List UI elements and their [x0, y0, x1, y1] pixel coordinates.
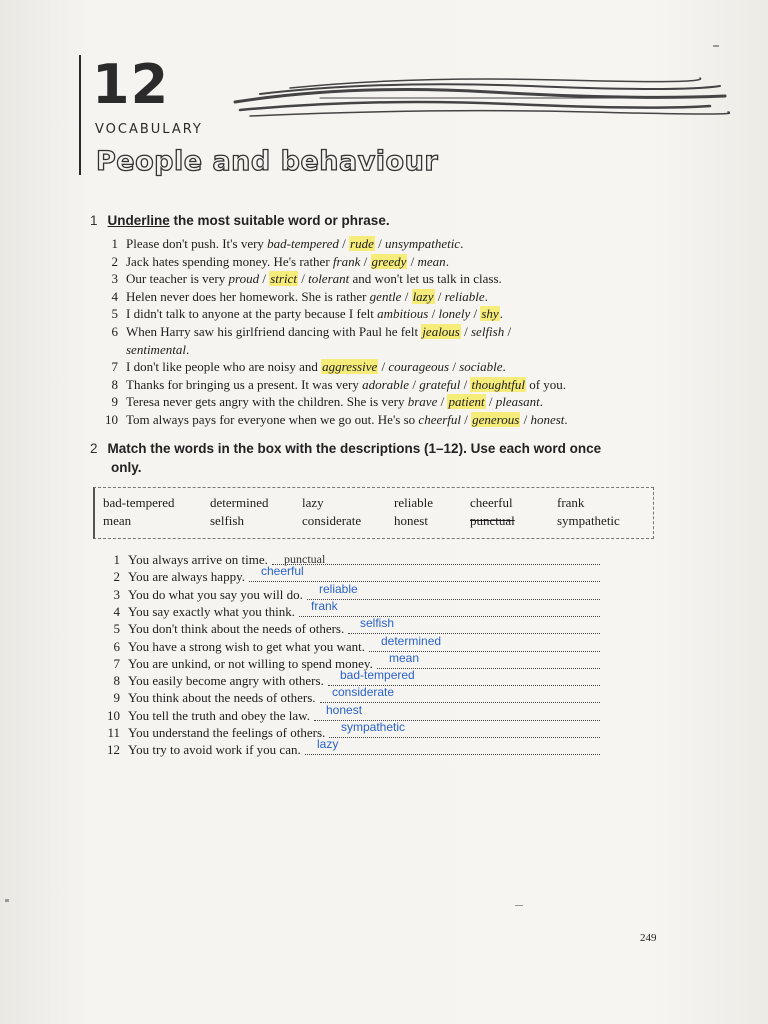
description-text: You have a strong wish to get what you want.	[128, 638, 365, 654]
item-number: 4	[111, 288, 118, 304]
description-text: You understand the feelings of others.	[128, 725, 326, 740]
item-sentence	[126, 289, 488, 305]
item-sentence	[126, 412, 568, 428]
description-text: You say exactly what you think.	[128, 603, 295, 619]
sentence-text: of you.	[525, 376, 567, 392]
sentence-text: .	[484, 288, 488, 304]
box-word: considerate	[302, 513, 362, 528]
box-word: honest	[394, 513, 428, 528]
box-word: cheerful	[470, 495, 513, 510]
item-sentence	[126, 306, 503, 322]
item-sentence	[126, 342, 189, 358]
option-separator: /	[461, 412, 472, 427]
option: frank	[332, 253, 361, 269]
description-text: You always arrive on time.	[128, 552, 268, 567]
option: brave	[407, 394, 438, 410]
item-number: 3	[113, 586, 120, 602]
answer-line	[299, 614, 600, 617]
item-number: 3	[111, 271, 118, 287]
item-number: 10	[105, 412, 118, 427]
item-number: 1	[111, 236, 118, 251]
sentence-text: .	[502, 359, 506, 375]
option: bad-tempered	[267, 236, 339, 251]
option-separator: /	[259, 271, 270, 287]
option: mean	[417, 253, 446, 269]
description-text: You are always happy.	[128, 569, 245, 585]
option-separator: /	[401, 288, 412, 304]
item-number: 2	[113, 569, 120, 585]
selected-option: generous	[472, 412, 520, 427]
filled-answer: cheerful	[261, 564, 304, 579]
option-separator: /	[338, 236, 350, 251]
item-sentence	[126, 394, 543, 410]
item-number: 5	[113, 621, 120, 637]
filled-answer: frank	[311, 598, 338, 613]
description-text: You tell the truth and obey the law.	[128, 707, 310, 723]
option-separator: /	[485, 394, 496, 410]
selected-option: shy	[481, 306, 499, 322]
sentence-text: Our teacher is very	[126, 271, 229, 287]
item-sentence	[126, 236, 463, 252]
item-sentence	[126, 377, 566, 393]
unit-rule	[79, 55, 81, 175]
filled-answer: bad-tempered	[340, 668, 415, 683]
exercise-2-heading	[90, 441, 601, 456]
page-title: People and behaviour	[96, 146, 439, 177]
scan-speck	[713, 45, 719, 47]
option: honest	[530, 412, 565, 427]
option-separator: /	[428, 306, 439, 322]
item-number: 2	[111, 253, 118, 269]
selected-option: strict	[270, 271, 297, 287]
option-separator: /	[374, 236, 385, 251]
exercise-number: 1	[90, 213, 98, 228]
section-label: VOCABULARY	[95, 122, 203, 137]
item-number: 7	[111, 359, 118, 375]
option-separator: /	[449, 359, 460, 375]
selected-option: patient	[448, 394, 485, 410]
item-number: 4	[113, 603, 120, 619]
filled-answer: reliable	[319, 581, 358, 596]
option: reliable	[444, 288, 485, 304]
sentence-text: .	[499, 306, 503, 322]
description-text: You try to avoid work if you can.	[128, 742, 301, 758]
sentence-text: .	[185, 341, 190, 357]
box-word: mean	[103, 513, 132, 528]
selected-option: jealous	[422, 324, 460, 339]
option: unsympathetic	[384, 236, 461, 251]
item-number: 6	[113, 638, 120, 654]
option-separator: /	[437, 394, 448, 410]
selected-option: lazy	[412, 288, 434, 304]
box-word: bad-tempered	[103, 495, 175, 510]
instruction-text: the most suitable word or phrase.	[169, 213, 390, 228]
exercise-number: 2	[90, 441, 98, 456]
option: pleasant	[495, 394, 540, 410]
selected-option: aggressive	[322, 359, 378, 375]
filled-answer: selfish	[360, 616, 395, 631]
box-word: lazy	[302, 495, 324, 510]
filled-answer: honest	[326, 702, 363, 717]
option-separator: /	[409, 376, 420, 392]
sentence-text: Thanks for bringing us a present. It was very	[126, 376, 363, 392]
item-number: 12	[107, 742, 120, 758]
option-separator: /	[470, 306, 481, 322]
box-word: frank	[557, 495, 585, 510]
item-sentence	[126, 254, 449, 270]
sentence-text: I didn't talk to anyone at the party because I felt	[126, 306, 378, 322]
item-sentence	[126, 271, 502, 287]
box-word: sympathetic	[557, 513, 620, 528]
selected-option: thoughtful	[471, 376, 525, 392]
answer-line	[307, 597, 600, 600]
option-separator: /	[297, 271, 309, 287]
filled-answer: mean	[389, 650, 420, 665]
item-number: 11	[107, 725, 120, 740]
item-number: 7	[113, 655, 120, 671]
item-number: 6	[111, 324, 118, 339]
selected-option: greedy	[371, 253, 407, 269]
item-number: 9	[113, 690, 120, 706]
description-text: You think about the needs of others.	[128, 690, 316, 706]
exercise-1-heading	[90, 213, 390, 228]
item-number: 1	[113, 552, 120, 567]
option-separator: /	[434, 288, 445, 304]
filled-answer: lazy	[317, 737, 339, 752]
option: tolerant	[308, 271, 350, 287]
filled-answer: punctual	[284, 552, 326, 566]
item-number: 8	[113, 673, 120, 689]
instruction-underlined: Underline	[107, 213, 170, 228]
box-word: selfish	[210, 513, 244, 528]
description-text: You do what you say you will do.	[128, 586, 303, 602]
sentence-text: .	[539, 394, 544, 410]
sentence-text: I don't like people who are noisy and	[126, 359, 322, 375]
filled-answer: determined	[381, 633, 442, 648]
answer-line	[329, 735, 600, 738]
option: gentle	[369, 288, 402, 304]
option-separator: /	[504, 324, 512, 339]
option: lonely	[438, 306, 471, 322]
item-sentence	[126, 324, 511, 340]
description-text: You are unkind, or not willing to spend money.	[128, 655, 373, 671]
option: grateful	[419, 376, 461, 392]
option: selfish	[471, 324, 505, 339]
page-number: 249	[640, 932, 657, 944]
sentence-text: Jack hates spending money. He's rather	[126, 253, 333, 269]
item-number: 9	[111, 394, 118, 410]
instruction-text: Match the words in the box with the descriptions (1–12). Use each word once	[107, 441, 602, 456]
filled-answer: sympathetic	[341, 720, 406, 734]
option-separator: /	[378, 359, 389, 375]
item-number: 10	[107, 707, 120, 723]
option: cheerful	[418, 412, 462, 427]
sentence-text: Helen never does her homework. She is rather	[126, 288, 370, 304]
sentence-text: and won't let us talk in class.	[349, 271, 502, 287]
box-word: reliable	[394, 495, 433, 510]
option-separator: /	[407, 253, 418, 269]
box-word: punctual	[470, 513, 515, 528]
scan-speck	[5, 899, 9, 902]
sentence-text: .	[564, 412, 568, 427]
option: courageous	[388, 359, 450, 375]
box-word: determined	[210, 495, 269, 510]
sentence-text: .	[460, 236, 464, 251]
scan-speck	[515, 905, 523, 906]
filled-answer: considerate	[332, 685, 395, 700]
option: sentimental	[126, 341, 186, 357]
item-sentence	[126, 359, 506, 375]
option: sociable	[459, 359, 503, 375]
sentence-text: Please don't push. It's very	[126, 236, 268, 251]
sentence-text: Tom always pays for everyone when we go out. He's so	[126, 412, 419, 427]
item-number: 8	[111, 376, 118, 392]
description-text: You don't think about the needs of others.	[128, 621, 345, 637]
answer-line	[249, 579, 600, 582]
item-number: 5	[111, 306, 118, 322]
exercise-2-heading-cont	[111, 460, 142, 475]
unit-number: 12	[92, 53, 170, 116]
option-separator: /	[460, 324, 471, 339]
option: ambitious	[377, 306, 429, 322]
sentence-text: When Harry saw his girlfriend dancing with Paul he felt	[126, 324, 422, 339]
option-separator: /	[360, 253, 371, 269]
selected-option: rude	[350, 236, 374, 251]
option: proud	[228, 271, 260, 287]
instruction-text: only.	[111, 460, 142, 475]
answer-line	[305, 752, 600, 755]
option-separator: /	[460, 376, 471, 392]
header-decoration	[230, 72, 730, 122]
option-separator: /	[520, 412, 531, 427]
option: adorable	[362, 376, 410, 392]
description-text: You easily become angry with others.	[128, 673, 324, 689]
sentence-text: Teresa never gets angry with the children. She is very	[126, 394, 408, 410]
sentence-text: .	[445, 253, 449, 269]
